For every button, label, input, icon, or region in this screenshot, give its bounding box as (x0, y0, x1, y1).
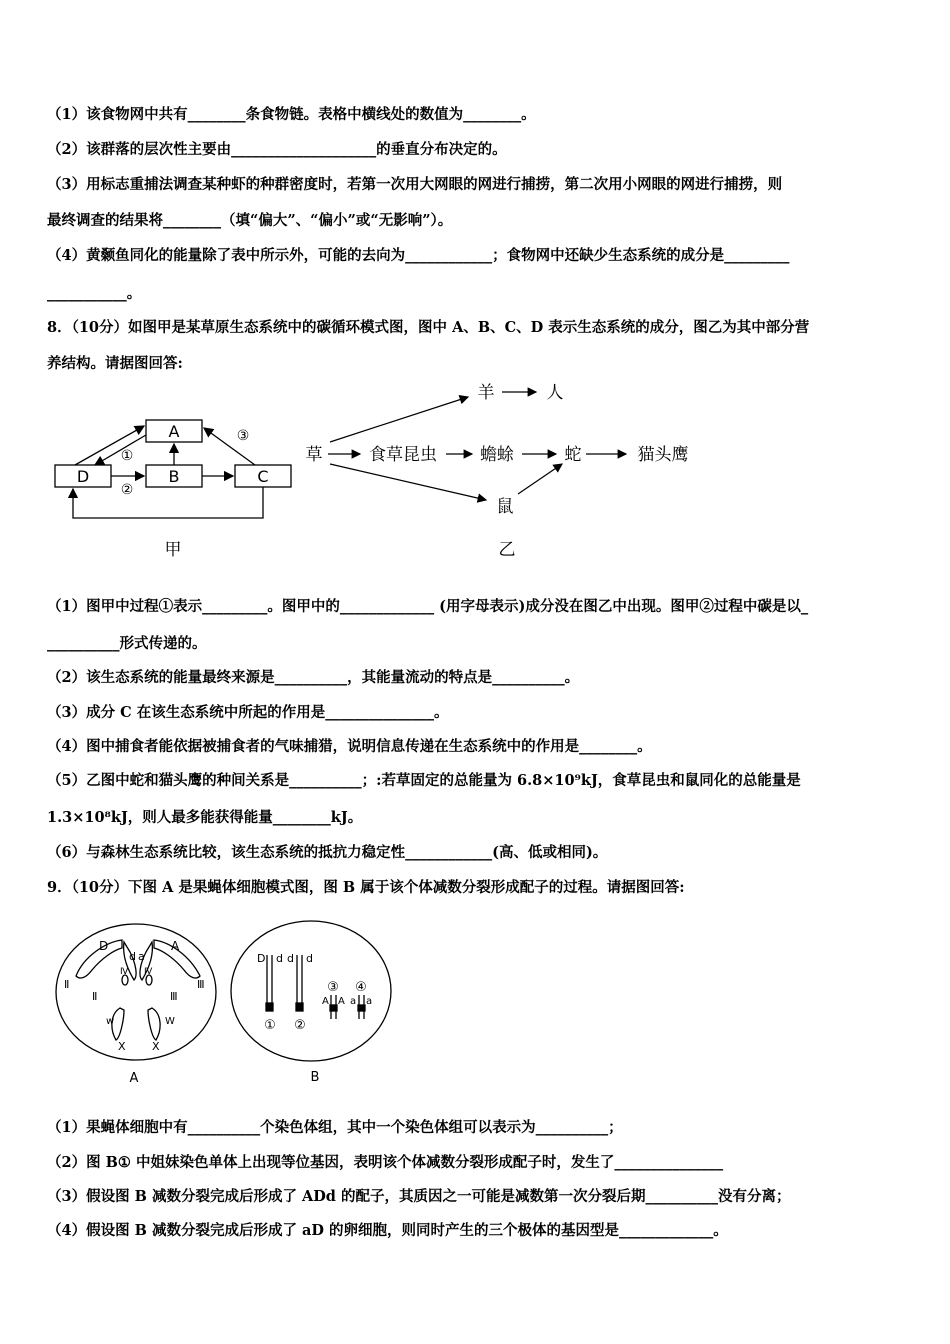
chromosome-label-IV-left: Ⅳ (120, 967, 129, 977)
q7-sub4-line1: （4）黄颡鱼同化的能量除了表中所示外，可能的去向为____________；食物网中还缺少生态系统的成分是_________ (47, 247, 790, 264)
q8-sub3: （3）成分 C 在该生态系统中所起的作用是_______________。 (47, 704, 449, 721)
process-mark-2: ② (120, 482, 134, 498)
q7-sub2: （2）该群落的层次性主要由____________________的垂直分布决定的。 (47, 141, 507, 158)
chromosome-label-III-inner: Ⅲ (170, 990, 178, 1003)
figure-b-caption: B (310, 1070, 320, 1085)
allele-b-A-1: A (322, 996, 329, 1007)
chromosome-label-IV-right: Ⅳ (144, 967, 153, 977)
q8-sub2: （2）该生态系统的能量最终来源是__________，其能量流动的特点是__________。 (47, 669, 580, 686)
figure-jia-caption: 甲 (164, 540, 182, 560)
figure-yi-caption: 乙 (498, 540, 516, 560)
chromosome-label-X-left: X (118, 1040, 126, 1053)
allele-b-d-3: d (306, 952, 313, 965)
allele-A: A (171, 939, 180, 953)
node-b-label: B (168, 467, 180, 486)
chromosome-label-II-inner: Ⅱ (92, 990, 98, 1003)
node-d-label: D (76, 467, 90, 486)
carbon-cycle-diagram (45, 410, 305, 565)
allele-b-D: D (257, 952, 266, 965)
q7-sub3-line2: 最终调查的结果将________（填“偏大”、“偏小”或“无影响”）。 (47, 212, 453, 229)
q8-sub5-line1: （5）乙图中蛇和猫头鹰的种间关系是__________；:若草固定的总能量为 6.8×10⁹kJ，食草昆虫和鼠同化的总能量是 (47, 772, 801, 789)
organism-snake: 蛇 (564, 445, 582, 465)
allele-w: w (106, 1016, 115, 1027)
food-web-diagram (300, 372, 710, 564)
q8-sub6: （6）与森林生态系统比较，该生态系统的抵抗力稳定性____________(高、低或相同)。 (47, 844, 608, 861)
allele-b-d-2: d (287, 952, 294, 965)
q7-sub3-line1: （3）用标志重捕法调查某种虾的种群密度时，若第一次用大网眼的网进行捕捞，第二次用小网眼的网进行捕捞，则 (47, 176, 783, 193)
node-c-label: C (257, 467, 269, 486)
q8-sub5-line2: 1.3×10⁸kJ，则人最多能获得能量________kJ。 (47, 809, 363, 826)
node-a-label: A (168, 422, 180, 441)
cell-b-membrane (231, 921, 391, 1061)
q9-sub2: （2）图 B① 中姐妹染色单体上出现等位基因，表明该个体减数分裂形成配子时，发生了_______________ (47, 1154, 724, 1171)
q7-sub1: （1）该食物网中共有________条食物链。表格中横线处的数值为________。 (47, 106, 536, 123)
cell-membrane (56, 924, 216, 1060)
allele-b-A-2: A (338, 996, 345, 1007)
q8-sub1-line2: __________形式传递的。 (47, 635, 207, 652)
chromosome-mark-2: ② (294, 1018, 306, 1033)
process-mark-1: ① (120, 448, 134, 464)
chromosome-mark-3: ③ (327, 980, 339, 995)
allele-a: a (138, 950, 145, 963)
q8-sub4: （4）图中捕食者能依据被捕食者的气味捕猎，说明信息传递在生态系统中的作用是________。 (47, 738, 652, 755)
chromosome-mark-1: ① (264, 1018, 276, 1033)
q8-stem-line2: 养结构。请据图回答: (47, 355, 183, 372)
allele-b-a-2: a (366, 996, 373, 1007)
allele-W: W (165, 1016, 175, 1027)
q9-sub3: （3）假设图 B 减数分裂完成后形成了 ADd 的配子，其质因之一可能是减数第一次分裂后期__________没有分离； (47, 1188, 791, 1205)
chromosome-label-II-left: Ⅱ (64, 978, 70, 991)
chromosome-label-X-right: X (152, 1040, 160, 1053)
q9-sub1: （1）果蝇体细胞中有__________个染色体组，其中一个染色体组可以表示为__________； (47, 1119, 623, 1136)
organism-toad: 蟾蜍 (480, 445, 514, 465)
allele-D: D (99, 939, 109, 953)
chromosome-mark-4: ④ (355, 980, 367, 995)
organism-herbivorous-insect: 食草昆虫 (369, 445, 437, 465)
chromosome-label-III-right: Ⅲ (197, 978, 205, 991)
organism-sheep: 羊 (477, 383, 495, 403)
allele-b-a-1: a (350, 996, 357, 1007)
meiosis-process-diagram (225, 915, 400, 1090)
q7-sub4-line2: ___________。 (47, 285, 142, 302)
q8-sub1-line1: （1）图甲中过程①表示_________。图甲中的_____________ (用字母表示)成分没在图乙中出现。图甲②过程中碳是以_ (47, 598, 809, 615)
organism-owl: 猫头鹰 (637, 445, 689, 465)
organism-mouse: 鼠 (496, 497, 514, 517)
figure-a-caption: A (129, 1071, 139, 1086)
process-mark-3: ③ (236, 428, 250, 444)
allele-d: d (129, 950, 136, 963)
q9-stem: 9．（10分）下图 A 是果蝇体细胞模式图，图 B 属于该个体减数分裂形成配子的过程。请据图回答: (47, 879, 685, 896)
allele-b-d-1: d (276, 952, 283, 965)
q8-stem-line1: 8．（10分）如图甲是某草原生态系统中的碳循环模式图，图中 A、B、C、D 表示生态系统的成分，图乙为其中部分营 (47, 319, 810, 336)
fly-somatic-cell-diagram (50, 920, 225, 1090)
q9-sub4: （4）假设图 B 减数分裂完成后形成了 aD 的卵细胞，则同时产生的三个极体的基因型是_____________。 (47, 1222, 728, 1239)
organism-grass: 草 (305, 445, 323, 465)
organism-human: 人 (546, 383, 564, 403)
